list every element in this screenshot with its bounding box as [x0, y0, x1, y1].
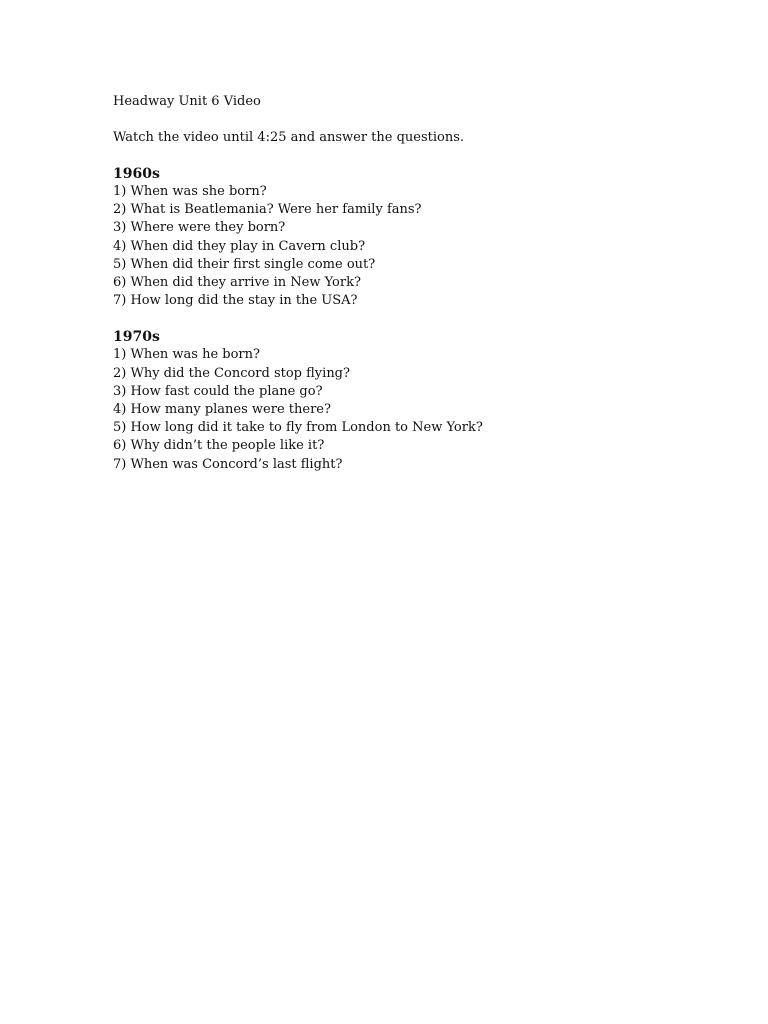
question-item: 5) How long did it take to fly from London to New York?: [113, 420, 483, 436]
section-heading: 1960s: [113, 166, 160, 182]
question-item: 3) How fast could the plane go?: [113, 383, 323, 399]
section-1970s: [113, 328, 673, 473]
question-item: 1) When was he born?: [113, 347, 260, 363]
question-item: 7) How long did the stay in the USA?: [113, 293, 358, 309]
question-list: [113, 346, 673, 473]
section-1960s: [113, 165, 673, 310]
question-item: 7) When was Concord’s last flight?: [113, 456, 343, 472]
question-item: 6) Why didn’t the people like it?: [113, 438, 325, 454]
question-list: [113, 183, 673, 310]
question-item: 2) Why did the Concord stop flying?: [113, 365, 350, 381]
question-item: 1) When was she born?: [113, 184, 267, 199]
question-item: 2) What is Beatlemania? Were her family fans?: [113, 202, 422, 218]
question-item: 4) When did they play in Cavern club?: [113, 238, 366, 254]
question-item: 4) How many planes were there?: [113, 402, 331, 418]
section-heading: 1970s: [113, 329, 160, 346]
document-body: [113, 93, 673, 474]
question-item: 5) When did their first single come out?: [113, 256, 376, 272]
question-item: 3) Where were they born?: [113, 220, 286, 236]
instructions-text: Watch the video until 4:25 and answer the questions.: [113, 130, 465, 145]
document-title: Headway Unit 6 Video: [113, 94, 261, 109]
question-item: 6) When did they arrive in New York?: [113, 275, 361, 291]
